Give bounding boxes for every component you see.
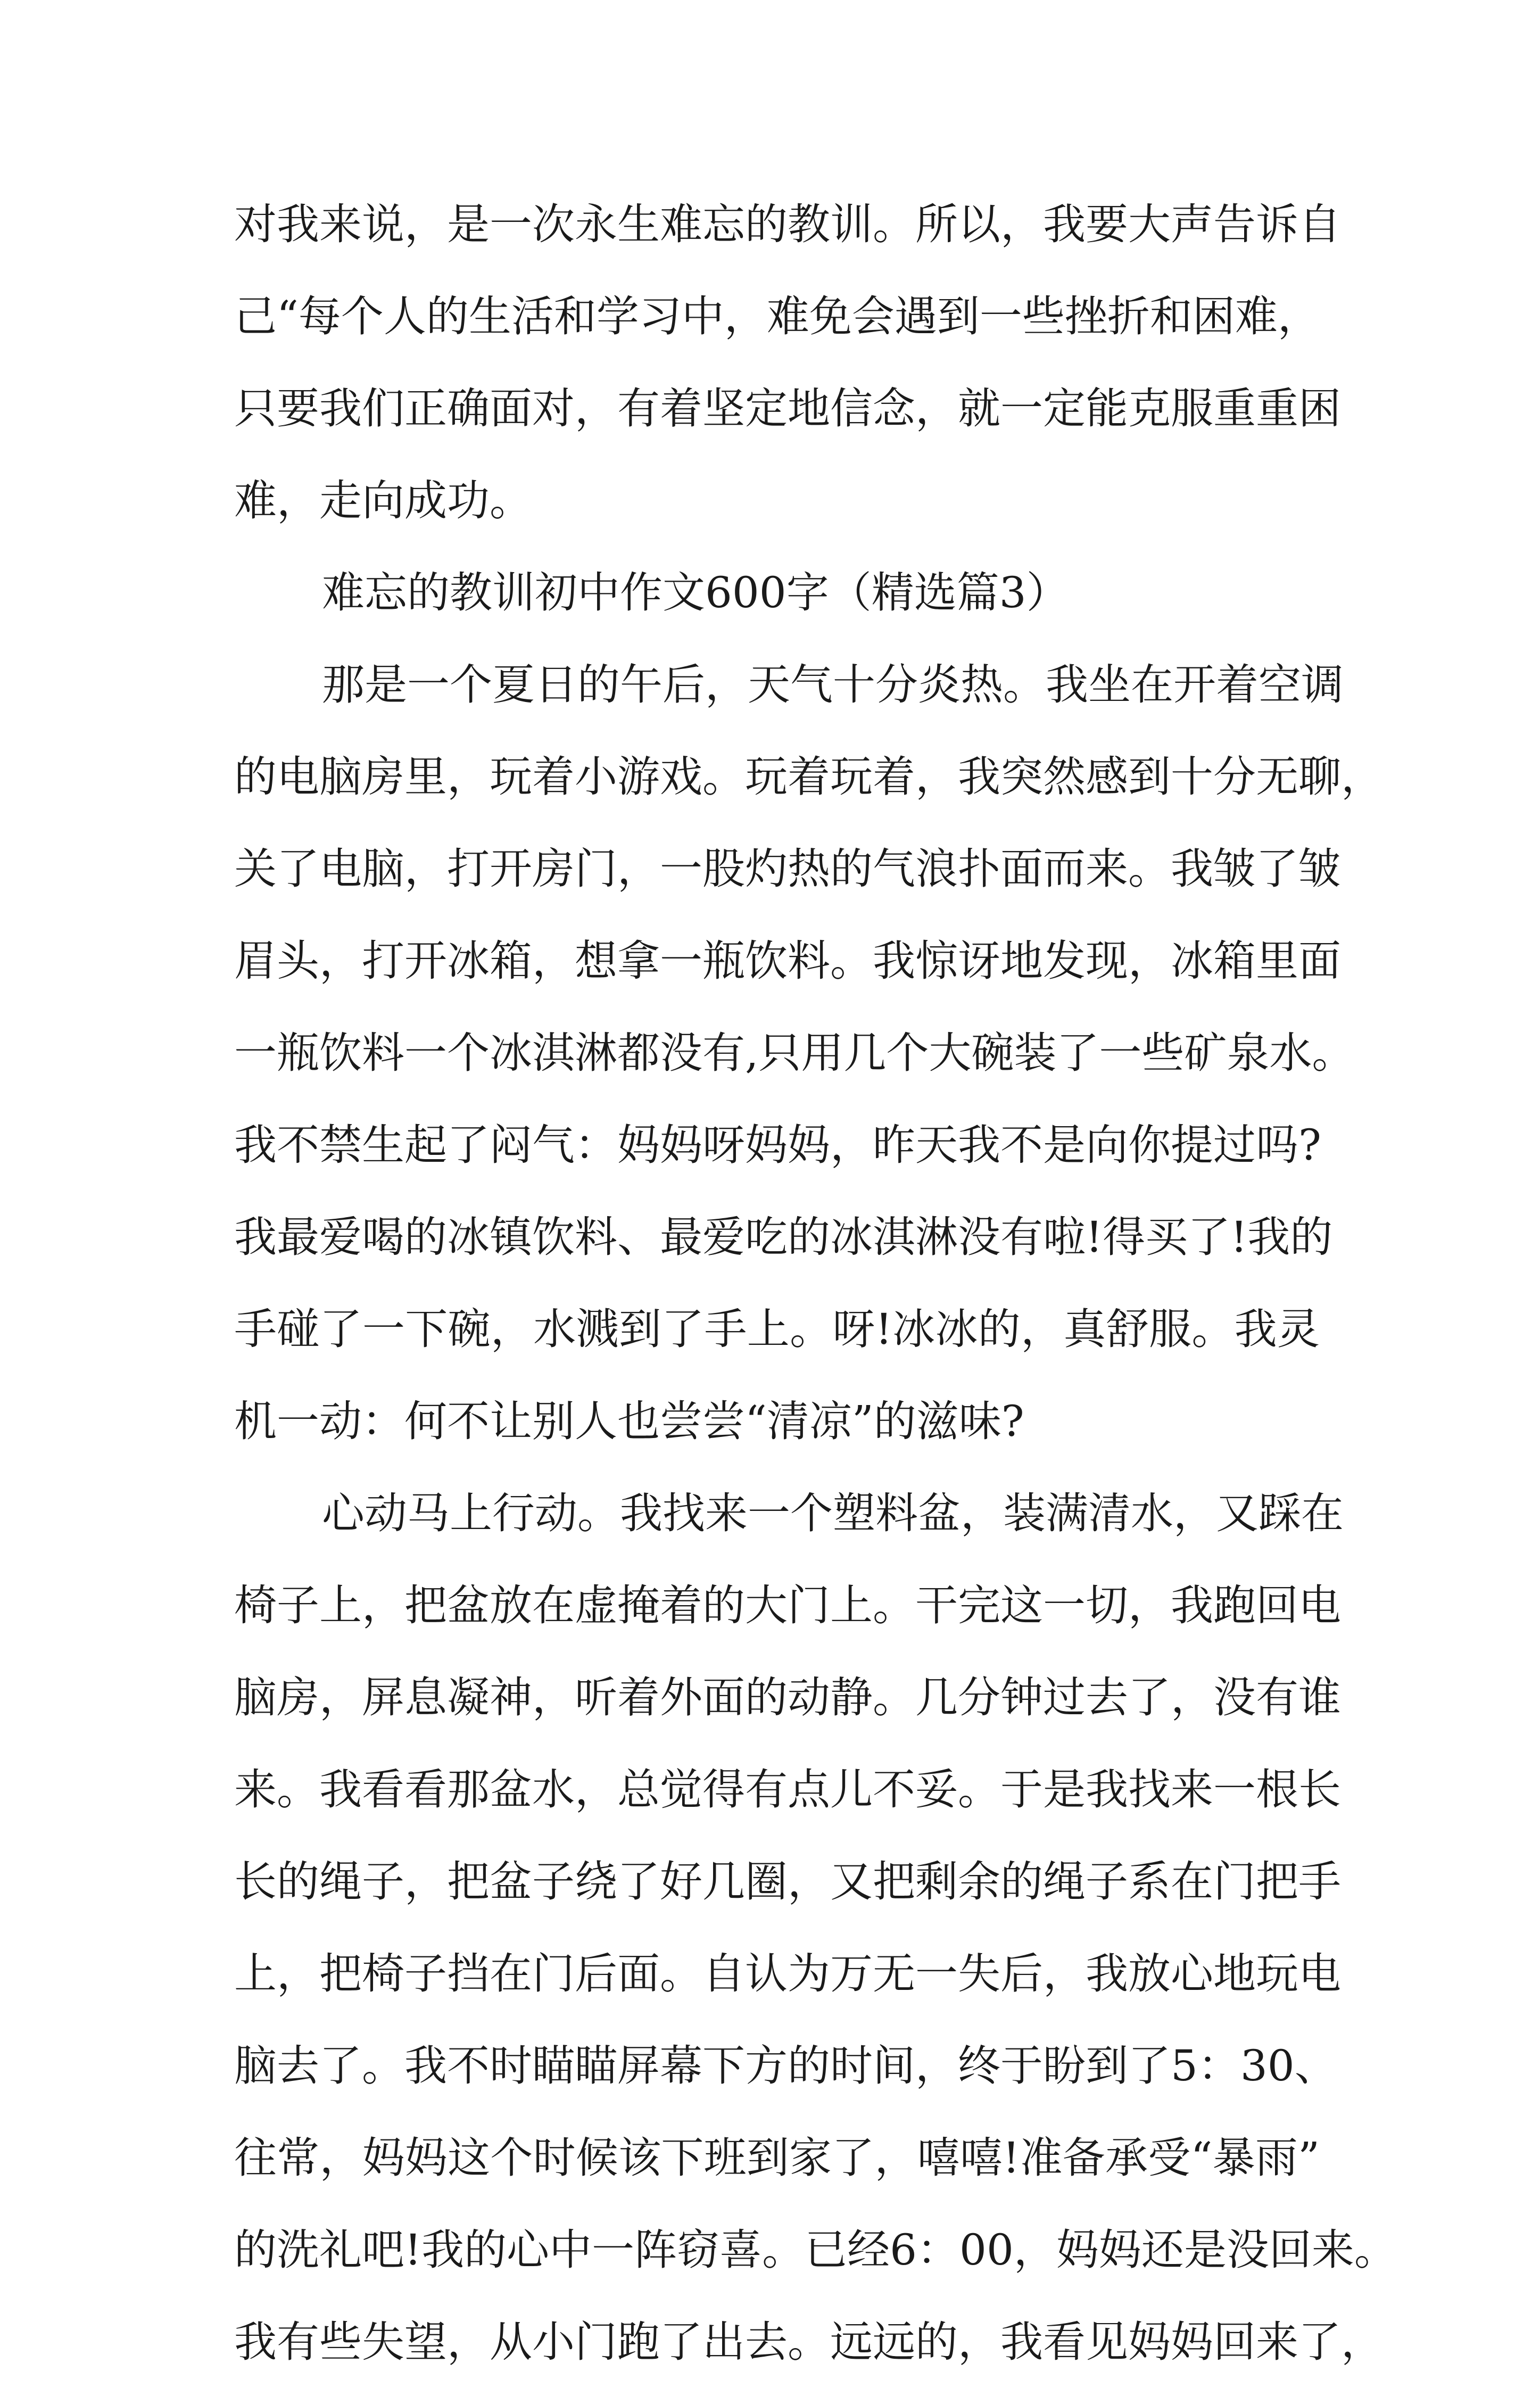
text-line: 一瓶饮料一个冰淇淋都没有,只用几个大碗装了一些矿泉水。 xyxy=(234,1028,1355,1078)
text-line: 那是一个夏日的午后，天气十分炎热。我坐在开着空调 xyxy=(322,660,1344,709)
text-line: 心动马上行动。我找来一个塑料盆，装满清水，又踩在 xyxy=(322,1489,1344,1538)
text-line: 己“每个人的生活和学习中，难免会遇到一些挫折和困难， xyxy=(234,292,1320,341)
text-line: 对我来说，是一次永生难忘的教训。所以，我要大声告诉自 xyxy=(234,200,1341,249)
text-line: 的洗礼吧!我的心中一阵窃喜。已经6：00，妈妈还是没回来。 xyxy=(234,2225,1397,2275)
text-line: 我最爱喝的冰镇饮料、最爱吃的冰淇淋没有啦!得买了!我的 xyxy=(234,1212,1333,1262)
text-line: 来。我看看那盆水，总觉得有点儿不妥。于是我找来一根长 xyxy=(234,1765,1341,1814)
text-line: 只要我们正确面对，有着坚定地信念，就一定能克服重重困 xyxy=(234,384,1341,433)
text-line: 手碰了一下碗，水溅到了手上。呀!冰冰的，真舒服。我灵 xyxy=(234,1304,1320,1354)
text-line: 我不禁生起了闷气：妈妈呀妈妈，昨天我不是向你提过吗? xyxy=(234,1120,1321,1170)
text-line: 的电脑房里，玩着小游戏。玩着玩着，我突然感到十分无聊， xyxy=(234,752,1384,801)
text-line: 关了电脑，打开房门，一股灼热的气浪扑面而来。我皱了皱 xyxy=(234,844,1341,894)
text-line: 难，走向成功。 xyxy=(234,476,532,525)
text-line: 往常，妈妈这个时候该下班到家了，嘻嘻!准备承受“暴雨” xyxy=(234,2133,1320,2183)
text-line: 上，把椅子挡在门后面。自认为万无一失后，我放心地玩电 xyxy=(234,1949,1341,1998)
section-heading: 难忘的教训初中作文600字（精选篇3） xyxy=(322,568,1069,617)
text-line: 长的绳子，把盆子绕了好几圈，又把剩余的绳子系在门把手 xyxy=(234,1857,1341,1906)
text-line: 脑去了。我不时瞄瞄屏幕下方的时间，终于盼到了5：30、 xyxy=(234,2041,1337,2090)
text-line: 我有些失望，从小门跑了出去。远远的，我看见妈妈回来了， xyxy=(234,2317,1384,2367)
text-line: 椅子上，把盆放在虚掩着的大门上。干完这一切，我跑回电 xyxy=(234,1581,1341,1630)
text-line: 机一动：何不让别人也尝尝“清凉”的滋味? xyxy=(234,1397,1024,1446)
text-line: 眉头，打开冰箱，想拿一瓶饮料。我惊讶地发现，冰箱里面 xyxy=(234,936,1341,986)
document-body xyxy=(234,178,1397,2388)
text-line: 脑房，屏息凝神，听着外面的动静。几分钟过去了，没有谁 xyxy=(234,1673,1341,1722)
